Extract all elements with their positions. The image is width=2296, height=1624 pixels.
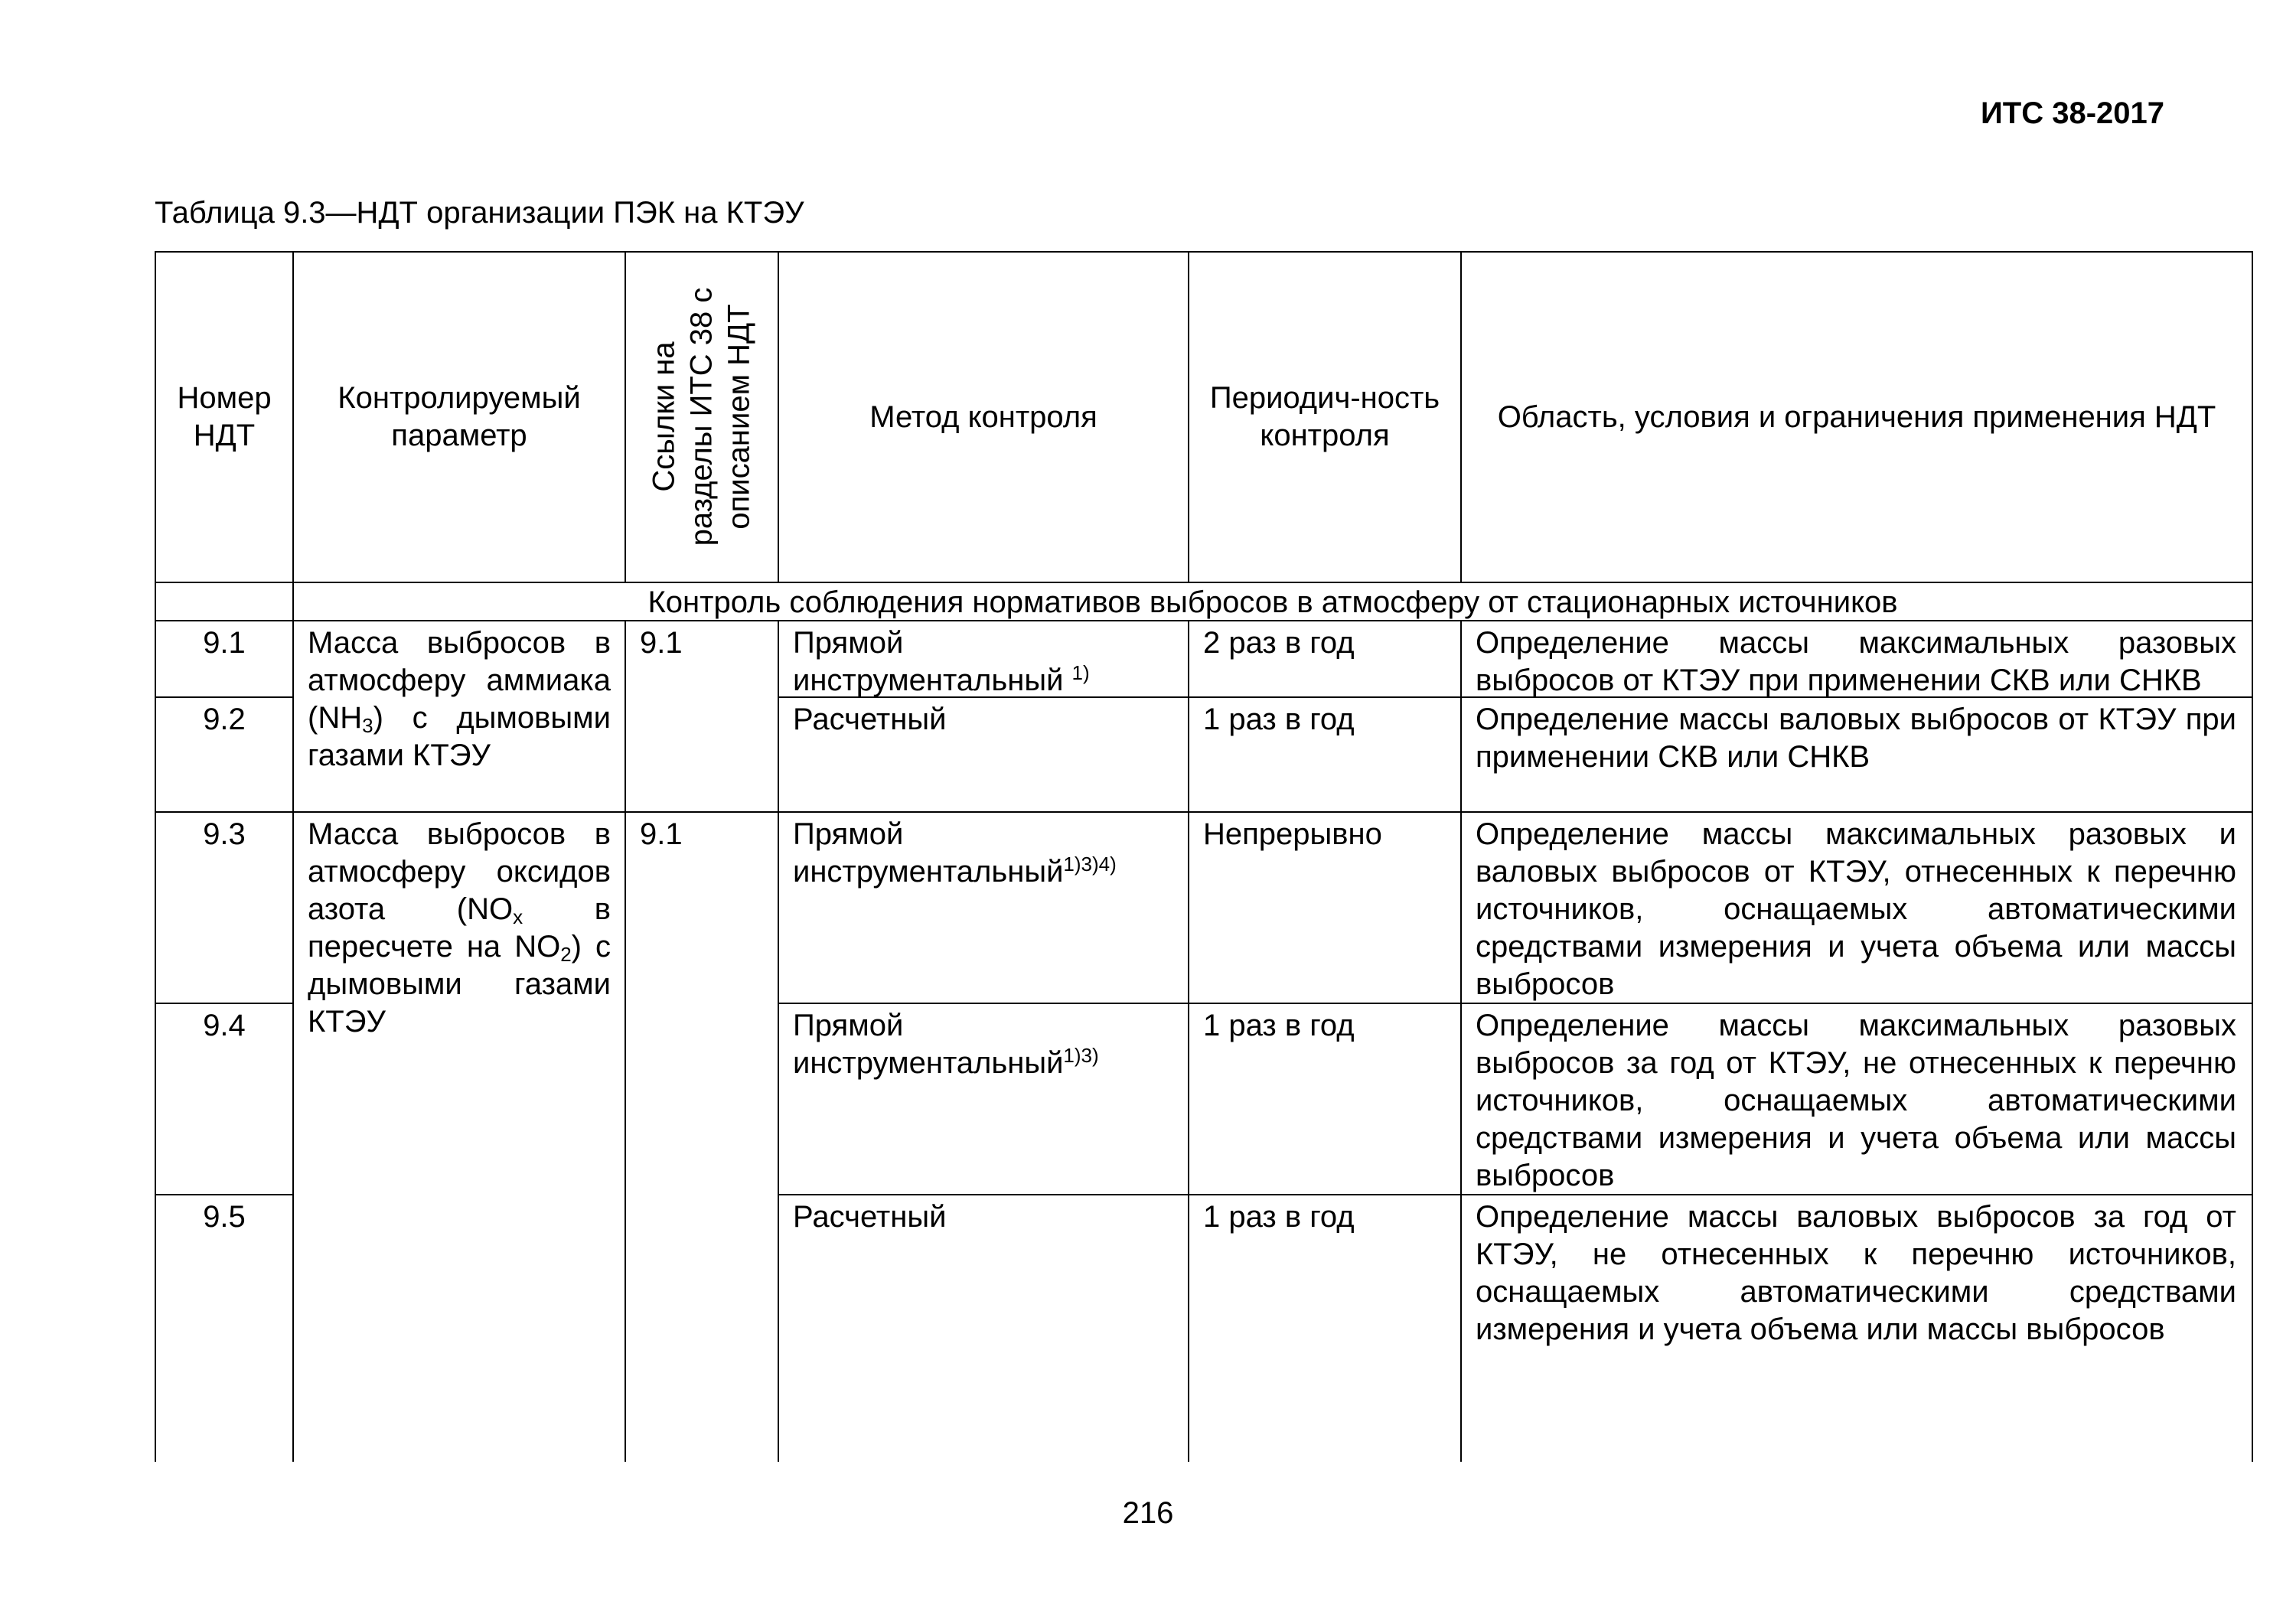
header-period: Периодич-ность контроля (1209, 381, 1440, 452)
method-9-5 (793, 1198, 1176, 1236)
header-refs-line-1: Ссылки на (647, 341, 681, 492)
scope-9-3: Определение массы максимальных разовых и валовых выбросов от КТЭУ, отнесенных к перечню источников, оснащаемых автоматическими средствами измерения и учета объема или массы выбросов (1476, 817, 2236, 1001)
header-parameter: Контролируемый параметр (338, 381, 581, 452)
param-nox-b: в пересчете на NO (308, 892, 611, 964)
header-number: Номер НДТ (177, 381, 272, 452)
row-number-9-1: 9.1 (203, 626, 246, 660)
rule-row-9-2 (155, 811, 2253, 813)
scope-9-2: Определение массы валовых выбросов от КТЭУ при применении СКВ или СНКВ (1476, 703, 2236, 774)
method-9-1-note: 1) (1071, 661, 1090, 684)
method-9-3-text: Прямой инструментальный (793, 817, 1064, 889)
row-number-9-3: 9.3 (203, 817, 246, 851)
row-number-9-4: 9.4 (203, 1009, 246, 1042)
row-number-9-2: 9.2 (203, 703, 246, 736)
method-9-4-note: 1)3) (1063, 1044, 1099, 1067)
section-title: Контроль соблюдения нормативов выбросов в атмосферу от стационарных источников (647, 585, 1898, 619)
period-9-1: 2 раз в год (1203, 626, 1355, 660)
ref-group-1: 9.1 (640, 626, 683, 660)
method-9-4-text: Прямой инструментальный (793, 1009, 1064, 1080)
method-9-5-text: Расчетный (793, 1200, 947, 1234)
document-code: ИТС 38-2017 (1981, 96, 2164, 130)
param-ammonia-sub: 3 (362, 714, 373, 737)
rule-header-bottom (155, 582, 2253, 583)
period-9-3: Непрерывно (1203, 817, 1382, 851)
period-9-2: 1 раз в год (1203, 703, 1355, 736)
header-refs-line-3: описанием НДТ (722, 303, 756, 530)
scope-9-5: Определение массы валовых выбросов за год от КТЭУ, не отнесенных к перечню источников, оснащаемых автоматическими средствами измерения и учета объема или массы выбросов (1476, 1200, 2236, 1346)
method-9-2 (793, 701, 1176, 739)
rule-row-9-3-a (155, 1003, 294, 1004)
param-ammonia-b: ) с дымовыми газами КТЭУ (308, 701, 611, 772)
param-nox-a: Масса выбросов в атмосферу оксидов азота (NO (308, 817, 611, 926)
param-nox-c: ) с дымовыми газами КТЭУ (308, 930, 612, 1039)
ref-group-2: 9.1 (640, 817, 683, 851)
rule-col3-body (778, 620, 779, 1462)
rule-right (2252, 251, 2253, 1462)
rule-row-9-1-a (155, 696, 294, 698)
method-9-2-text: Расчетный (793, 703, 947, 736)
rule-left-section (155, 582, 156, 620)
param-ammonia (308, 624, 611, 774)
header-refs-text (646, 287, 758, 546)
method-9-4 (793, 1007, 1176, 1082)
rule-col2-body (625, 620, 626, 1462)
param-nox-sub2: 2 (560, 943, 572, 966)
scope-9-1: Определение массы максимальных разовых выбросов от КТЭУ при применении СКВ или СНКВ (1476, 626, 2236, 697)
scope-9-4: Определение массы максимальных разовых выбросов за год от КТЭУ, не отнесенных к перечню источников, оснащаемых автоматическими средствами измерения и учета объема или массы выбросов (1476, 1009, 2236, 1192)
row-number-9-5: 9.5 (203, 1200, 246, 1234)
period-9-5: 1 раз в год (1203, 1200, 1355, 1234)
rule-section-bottom (155, 620, 2253, 621)
header-refs (626, 251, 778, 582)
method-9-1-text: Прямой инструментальный (793, 626, 1064, 697)
header-refs-line-2: разделы ИТС 38 с (684, 287, 719, 546)
ndt-table (155, 251, 2253, 1462)
rule-col4-body (1188, 620, 1189, 1462)
table-caption: Таблица 9.3—НДТ организации ПЭК на КТЭУ (155, 196, 804, 230)
method-9-3 (793, 816, 1176, 891)
page-number: 216 (1122, 1496, 1174, 1530)
param-nox (308, 816, 611, 1041)
header-scope: Область, условия и ограничения применения НДТ (1497, 399, 2216, 434)
header-method: Метод контроля (869, 399, 1097, 434)
rule-row-9-4-a (155, 1194, 294, 1195)
method-9-3-note: 1)3)4) (1063, 853, 1117, 876)
period-9-4: 1 раз в год (1203, 1009, 1355, 1042)
param-ammonia-a: Масса выбросов в атмосферу аммиака (NH (308, 626, 611, 735)
rule-col5-body (1460, 620, 1462, 1462)
param-nox-sub1: x (513, 905, 523, 928)
method-9-1 (793, 624, 1176, 699)
